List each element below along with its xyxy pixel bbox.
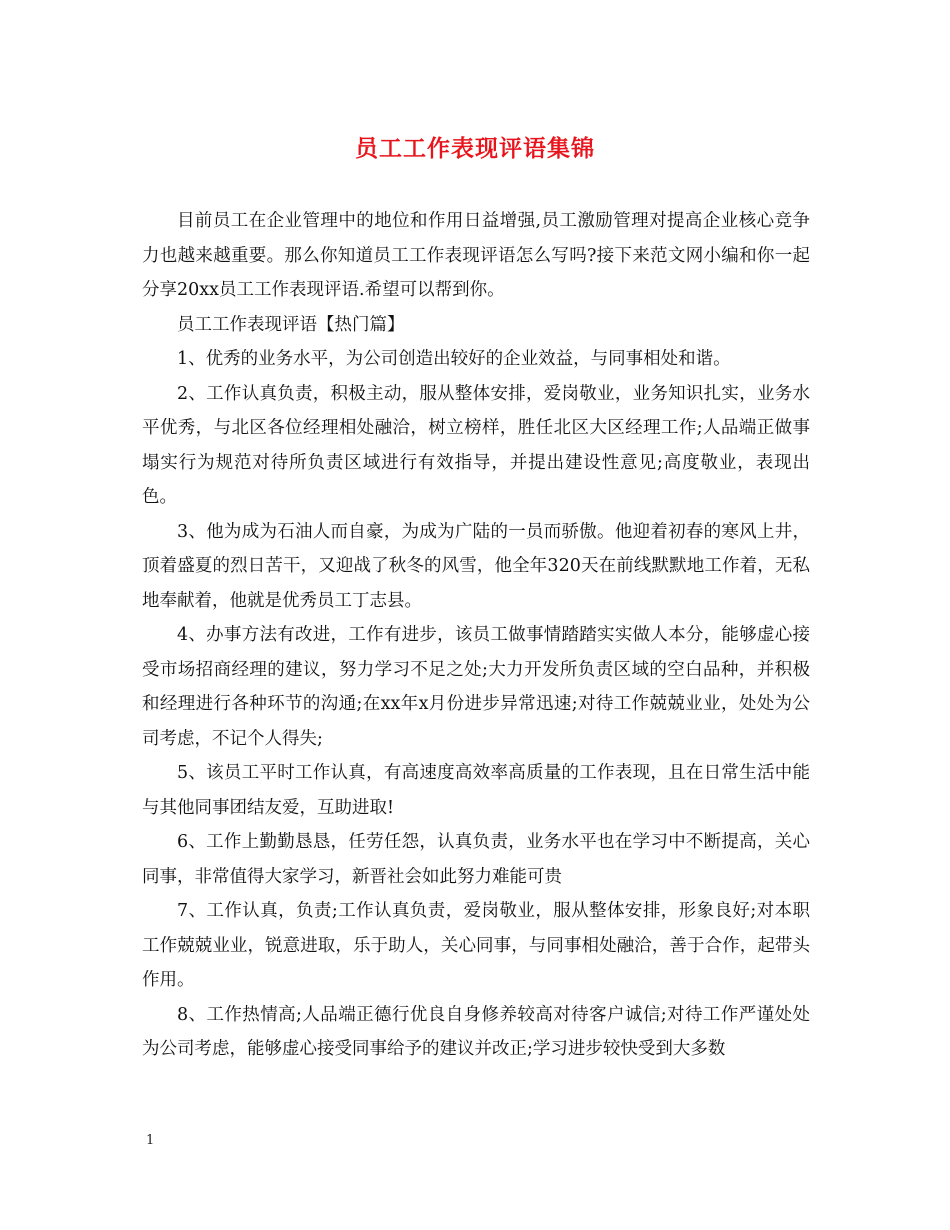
intro-paragraph: 目前员工在企业管理中的地位和作用日益增强,员工激励管理对提高企业核心竞争力也越来越重要。那么你知道员工工作表现评语怎么写吗?接下来范文网小编和你一起分享20xx员工工作表现评语.希望可以帮到你。 bbox=[142, 211, 810, 300]
list-item: 7、工作认真，负责;工作认真负责，爱岗敬业，服从整体安排，形象良好;对本职工作兢兢业业，锐意进取，乐于助人，关心同事，与同事相处融洽，善于合作，起带头作用。 bbox=[142, 901, 810, 990]
list-item: 1、优秀的业务水平，为公司创造出较好的企业效益，与同事相处和谐。 bbox=[177, 349, 731, 369]
list-item: 8、工作热情高;人品端正德行优良自身修养较高对待客户诚信;对待工作严谨处处为公司考虑，能够虚心接受同事给予的建议并改正;学习进步较快受到大多数 bbox=[142, 1004, 810, 1059]
list-item: 4、办事方法有改进，工作有进步，该员工做事情踏踏实实做人本分，能够虚心接受市场招商经理的建议，努力学习不足之处;大力开发所负责区域的空白品种，并积极和经理进行各种环节的沟通;在xx年x月份进步异常迅速;对待工作兢兢业业，处处为公司考虑，不记个人得失; bbox=[142, 625, 810, 749]
list-item: 5、该员工平时工作认真，有高速度高效率高质量的工作表现，且在日常生活中能与其他同事团结友爱，互助进取! bbox=[142, 763, 810, 818]
list-item: 3、他为成为石油人而自豪，为成为广陆的一员而骄傲。他迎着初春的寒风上井，顶着盛夏的烈日苦干，又迎战了秋冬的风雪，他全年320天在前线默默地工作着，无私地奉献着，他就是优秀员工丁志县。 bbox=[142, 521, 810, 611]
document-body bbox=[142, 204, 810, 1067]
list-item: 2、工作认真负责，积极主动，服从整体安排，爱岗敬业，业务知识扎实，业务水平优秀，与北区各位经理相处融洽，树立榜样，胜任北区大区经理工作;人品端正做事塌实行为规范对待所负责区域进行有效指导，并提出建设性意见;高度敬业，表现出色。 bbox=[142, 383, 810, 507]
list-item: 6、工作上勤勤恳恳，任劳任怨，认真负责，业务水平也在学习中不断提高，关心同事，非常值得大家学习，新晋社会如此努力难能可贵 bbox=[142, 832, 810, 887]
page-number: 1 bbox=[146, 1133, 155, 1148]
section-heading: 员工工作表现评语【热门篇】 bbox=[177, 314, 405, 335]
document-title: 员工工作表现评语集锦 bbox=[355, 135, 595, 162]
